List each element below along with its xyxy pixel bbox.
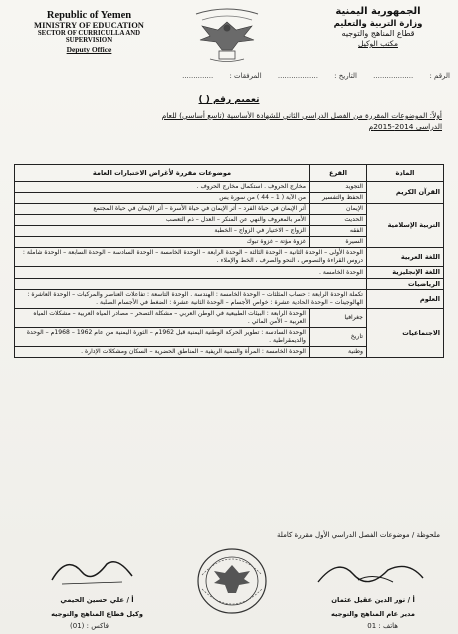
topics-cell: الوحدة الخامسة : المرأة والتنمية الريفية – المناطق الحضرية – السكان ومشكلات الإدارة .: [15, 346, 310, 357]
handwritten-signature-icon: [298, 552, 448, 592]
topics-cell: الزواج – الاختيار في الزواج – الخطبة: [15, 226, 310, 237]
sector-en: SECTOR OF CURRICULLA AND: [37, 29, 141, 37]
branch-cell: التجويد: [310, 182, 367, 193]
reference-line: الرقم : .................. التاريخ : .................. المرفقات : ..............: [182, 72, 450, 80]
signature-block-left: [22, 552, 172, 622]
note-first-semester: ملحوظة / موضوعات الفصل الدراسي الأول مقررة كاملة: [277, 531, 440, 539]
yemen-eagle-emblem-icon: [188, 4, 266, 66]
subject-cell: التربية الإسلامية: [367, 204, 444, 248]
subject-cell: الرياضيات: [367, 278, 444, 290]
branch-cell: الحديث: [310, 215, 367, 226]
branch-cell: الإيمان: [310, 204, 367, 215]
subject-cell: العلوم: [367, 290, 444, 309]
signatory-name-left: أ / علي حسين الحيمي: [60, 596, 134, 604]
table-header-row: [15, 165, 444, 182]
subject-cell: اللغة العربية: [367, 248, 444, 267]
topics-cell: الوحدة السادسة : تطوير الحركة الوطنية اليمنية قبل 1962م – الثورة اليمنية من عام 1962 – 1968م – الوحدة والديمقراطية .: [15, 328, 310, 347]
signature-block-right: [298, 552, 448, 622]
official-stamp-icon: [192, 545, 272, 617]
table-row: [15, 267, 444, 279]
topics-cell: الوحدة الرابعة : البيئات الطبيعية في الوطن العربي – مشكلة التصحر – مصادر المياه العربية – مشكلات المياه العربية – الأمن المائي .: [15, 309, 310, 328]
topics-cell: الأمر بالمعروف والنهي عن المنكر – العدل – ذم التعصب: [15, 215, 310, 226]
topics-cell: أثر الإيمان في حياة الفرد – أثر الإيمان في حياة الأسرة – أثر الإيمان في حياة المجتمع: [15, 204, 310, 215]
curriculum-table: [14, 164, 444, 358]
branch-cell: الحفظ والتفسير: [310, 193, 367, 204]
table-row: [15, 204, 444, 215]
section-one-line1: أولاً: الموضوعات المقررة من الفصل الدراسي الثاني للشهادة الأساسية (تاسع أساسي) للعام: [161, 111, 442, 120]
ministry-en: MINISTRY OF EDUCATION: [34, 20, 144, 31]
branch-cell: جغرافيا: [310, 309, 367, 328]
topics-cell: [15, 278, 367, 290]
table-row: [15, 278, 444, 290]
branch-cell: الفقه: [310, 226, 367, 237]
branch-cell: وطنية: [310, 346, 367, 357]
section-one-heading: [22, 111, 442, 132]
office-en: Deputy Office: [66, 45, 112, 55]
country-ar: الجمهورية اليمنية: [335, 6, 421, 17]
ref-attachments-label: المرفقات :: [229, 72, 262, 80]
topics-cell: تكملة الوحدة الرابعة : حساب المثلثات – الوحدة الخامسة : الهندسة . الوحدة التاسعة : تفاعلات العناصر والمركبات – الوحدة العاشرة : الهالوجينات – الوحدة الحادية عشرة : خواص الأجسام – الوحدة الثانية عشرة : الضغط في الأجسام الصلبة .: [15, 290, 367, 309]
office-ar: مكتب الوكيل: [358, 39, 398, 49]
topics-cell: مخارج الحروف . استكمال مخارج الحروف .: [15, 182, 310, 193]
branch-cell: السيرة: [310, 237, 367, 248]
country-en: Republic of Yemen: [46, 10, 132, 21]
signatory-title-left: وكيل قطاع المناهج والتوجيه: [51, 610, 143, 618]
table-row: [15, 290, 444, 309]
table-row: [15, 248, 444, 267]
topics-cell: الوحدة الأولى – الوحدة الثانية – الوحدة الثالثة – الوحدة الرابعة – الوحدة الخامسة – الوحدة السادسة – الوحدة السابعة – الوحدة شاملة : دروس القراءة والنصوص ، النحو والصرف ، الخط والإملاء .: [15, 248, 367, 267]
table-row: [15, 309, 444, 328]
header-topics: موضوعات مقررة لأغراض الاختبارات العامة: [15, 165, 310, 182]
footer-fax: فاكس : (01): [70, 622, 109, 630]
section-one-line2: الدراسي 2014-2015م: [368, 121, 442, 131]
supervision-en: SUPERVISION: [65, 37, 113, 45]
signatory-name-right: أ / نور الدين عقيل عثمان: [331, 596, 415, 604]
topics-cell: من الآية ( 1 – 44 ) من سورة يس: [15, 193, 310, 204]
subject-cell: القرآن الكريم: [367, 182, 444, 204]
handwritten-signature-icon: [22, 552, 172, 592]
header-subject: المادة: [367, 165, 444, 182]
header-branch: الفرع: [310, 165, 367, 182]
ref-number-label: الرقم :: [429, 72, 450, 80]
topics-cell: الوحدة الخامسة .: [15, 267, 367, 279]
english-letterhead: [14, 10, 164, 54]
ministry-ar: وزارة التربية والتعليم: [333, 18, 423, 29]
circular-title: تعميم رقم ( ): [198, 95, 260, 105]
subject-cell: الاجتماعيات: [367, 309, 444, 358]
arabic-letterhead: [308, 6, 448, 49]
subject-cell: اللغة الإنجليزية: [367, 267, 444, 279]
branch-cell: تاريخ: [310, 328, 367, 347]
table-row: [15, 182, 444, 193]
signatory-title-right: مدير عام المناهج والتوجيه: [331, 610, 415, 618]
footer-tel: هاتف : 01: [367, 622, 398, 630]
ref-date-label: التاريخ :: [334, 72, 357, 80]
sector-ar: قطاع المناهج والتوجيه: [341, 29, 415, 39]
topics-cell: غزوة مؤتة – غزوة تبوك: [15, 237, 310, 248]
